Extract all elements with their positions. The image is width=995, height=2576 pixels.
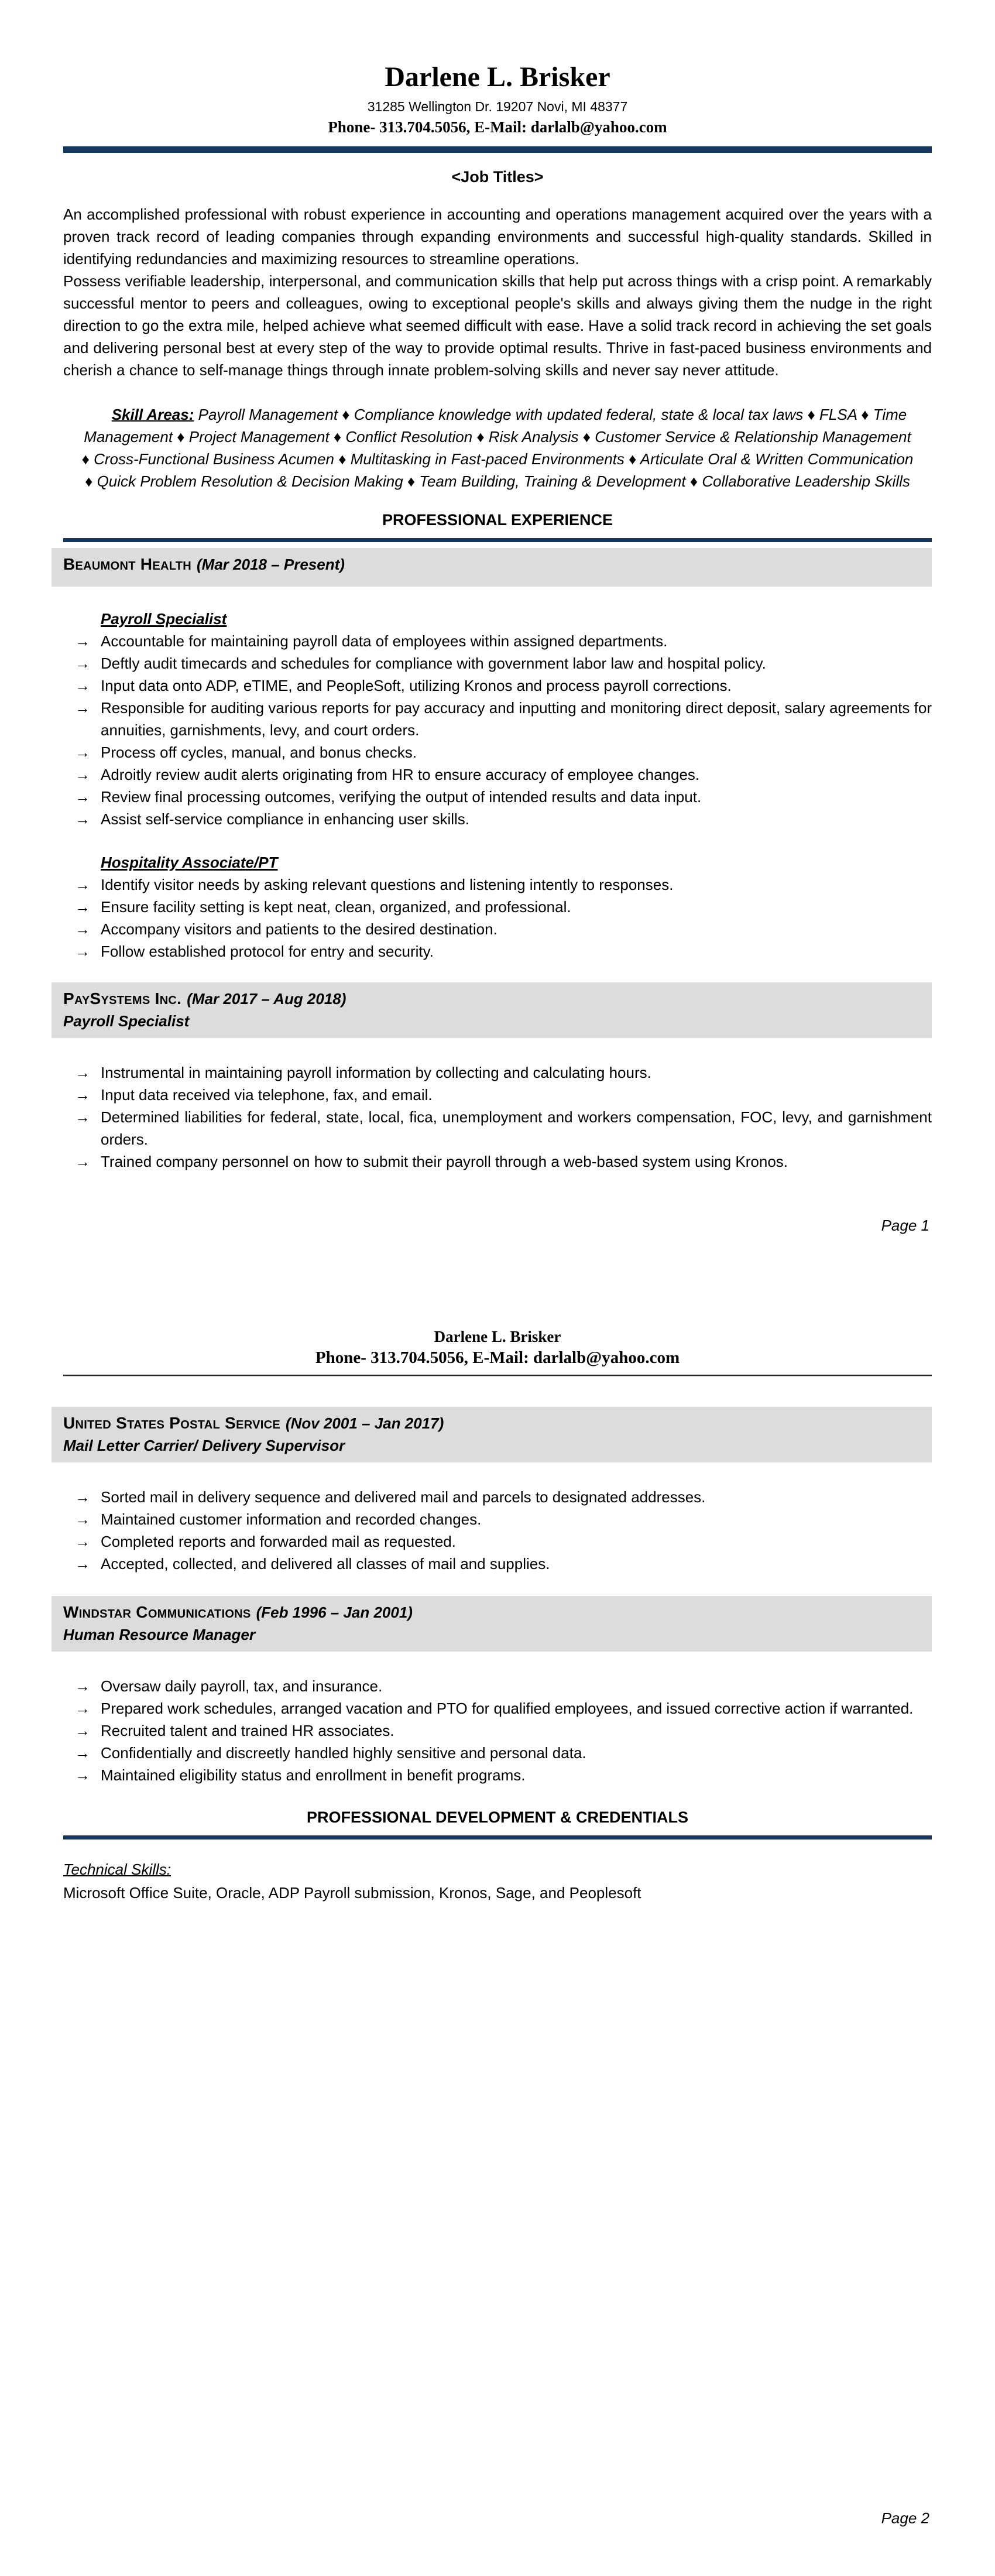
summary-section (63, 203, 932, 381)
arrow-bullet-icon: → (75, 699, 90, 717)
arrow-bullet-icon: → (75, 1766, 90, 1784)
bullet-text: Responsible for auditing various reports for pay accuracy and inputting and monitoring direct deposit, salary agreements for annuities, garnishments, levy, and court orders. (101, 699, 932, 739)
bullet-item (63, 697, 932, 741)
bullet-list-paysystems (63, 1061, 932, 1173)
arrow-bullet-icon: → (75, 1555, 90, 1573)
arrow-bullet-icon: → (75, 632, 90, 650)
arrow-bullet-icon: → (75, 1510, 90, 1528)
bullet-item (63, 1675, 932, 1697)
bullet-text: Trained company personnel on how to submit their payroll through a web-based system using Kronos. (101, 1153, 788, 1170)
bullet-text: Oversaw daily payroll, tax, and insurance. (101, 1677, 383, 1695)
company-dates: (Mar 2017 – Aug 2018) (187, 990, 346, 1008)
bullet-item (63, 1508, 932, 1530)
bullet-item (63, 786, 932, 808)
candidate-name: Darlene L. Brisker (434, 1328, 561, 1345)
company-name: Windstar Communications (63, 1603, 251, 1621)
arrow-bullet-icon: → (75, 1744, 90, 1762)
bullet-text: Follow established protocol for entry and security. (101, 943, 434, 960)
page-number-2: Page 2 (881, 2509, 929, 2527)
arrow-bullet-icon: → (75, 788, 90, 806)
header-rule (63, 146, 932, 153)
bullet-text: Ensure facility setting is kept neat, clean, organized, and professional. (101, 898, 571, 916)
arrow-bullet-icon: → (75, 1488, 90, 1506)
bullet-item (63, 674, 932, 697)
bullet-list-windstar (63, 1675, 932, 1786)
bullet-list-beaumont-payroll (63, 630, 932, 830)
bullet-item (63, 1061, 932, 1084)
company-bar-windstar (52, 1596, 932, 1652)
technical-skills-text: Microsoft Office Suite, Oracle, ADP Payroll submission, Kronos, Sage, and Peoplesoft (63, 1884, 641, 1902)
company-dates: (Feb 1996 – Jan 2001) (256, 1604, 413, 1621)
bullet-text: Determined liabilities for federal, state, local, fica, unemployment and workers compensation, FOC, levy, and garnishment orders. (101, 1108, 932, 1148)
summary-paragraph-1: An accomplished professional with robust experience in accounting and operations management acquired over the years with a proven track record of leading companies through expanding environments and successful high-quality standards. Skilled in identifying redundancies and maximizing resources to streamline operations. (63, 205, 932, 268)
arrow-bullet-icon: → (75, 1064, 90, 1081)
bullet-item (63, 652, 932, 674)
arrow-bullet-icon: → (75, 744, 90, 761)
company-name: United States Postal Service (63, 1414, 280, 1432)
company-line (63, 1601, 928, 1623)
role-title-paysystems: Payroll Specialist (63, 1012, 190, 1030)
company-dates: (Mar 2018 – Present) (197, 556, 345, 573)
bullet-item (63, 1764, 932, 1786)
bullet-text: Input data onto ADP, eTIME, and PeopleSoft, utilizing Kronos and process payroll corrections. (101, 677, 732, 694)
bullet-list-beaumont-hospitality (63, 873, 932, 962)
arrow-bullet-icon: → (75, 898, 90, 916)
bullet-text: Accepted, collected, and delivered all classes of mail and supplies. (101, 1555, 550, 1573)
skill-areas-text: Payroll Management ♦ Compliance knowledge with updated federal, state & local tax laws ♦ FLSA ♦ Time Management ♦ Project Management ♦ Conflict Resolution ♦ Risk Analysis ♦ Customer Service & Relationship Management ♦ Cross-Functional Business Acumen ♦ Multitasking in Fast-paced Environments ♦ Articulate Oral & Written Communication ♦ Quick Problem Resolution & Decision Making ♦ Team Building, Training & Development ♦ Collaborative Leadership Skills (81, 406, 914, 490)
page-number-1: Page 1 (881, 1217, 929, 1234)
bullet-text: Prepared work schedules, arranged vacation and PTO for qualified employees, and issued corrective action if warranted. (101, 1700, 914, 1717)
bullet-item (63, 896, 932, 918)
company-bar-beaumont (52, 548, 932, 587)
bullet-item (63, 763, 932, 786)
bullet-text: Maintained eligibility status and enrollment in benefit programs. (101, 1766, 526, 1784)
bullet-text: Instrumental in maintaining payroll information by collecting and calculating hours. (101, 1064, 651, 1081)
arrow-bullet-icon: → (75, 1086, 90, 1104)
technical-skills-block (63, 1839, 932, 1904)
bullet-text: Deftly audit timecards and schedules for compliance with government labor law and hospital policy. (101, 655, 766, 672)
candidate-name: Darlene L. Brisker (385, 61, 610, 93)
bullet-text: Process off cycles, manual, and bonus checks. (101, 744, 417, 761)
company-line (63, 988, 928, 1010)
development-heading: PROFESSIONAL DEVELOPMENT & CREDENTIALS (306, 1808, 689, 1826)
contact-line: Phone- 313.704.5056, E-Mail: darlalb@yahoo.com (328, 118, 667, 136)
bullet-item (63, 940, 932, 962)
bullet-item (63, 1697, 932, 1719)
bullet-list-usps (63, 1486, 932, 1575)
bullet-text: Assist self-service compliance in enhancing user skills. (101, 810, 470, 828)
contact-line: Phone- 313.704.5056, E-Mail: darlalb@yahoo.com (315, 1348, 680, 1367)
bullet-text: Adroitly review audit alerts originating from HR to ensure accuracy of employee changes. (101, 766, 700, 783)
arrow-bullet-icon: → (75, 943, 90, 960)
bullet-text: Identify visitor needs by asking relevant questions and listening intently to responses. (101, 876, 674, 893)
resume-page-2 (0, 1288, 995, 2576)
bullet-text: Completed reports and forwarded mail as requested. (101, 1533, 456, 1550)
page2-header-rule (63, 1375, 932, 1376)
bullet-item (63, 873, 932, 896)
company-line (63, 1412, 928, 1434)
role-title-usps: Mail Letter Carrier/ Delivery Supervisor (63, 1437, 345, 1454)
experience-heading: PROFESSIONAL EXPERIENCE (382, 511, 613, 529)
arrow-bullet-icon: → (75, 1153, 90, 1170)
technical-skills-label: Technical Skills: (63, 1861, 171, 1878)
summary-paragraph-2: Possess verifiable leadership, interpersonal, and communication skills that help put across things with a crisp point. A remarkably successful mentor to peers and colleagues, owing to exceptional people's skills and always giving them the nudge in the right direction to go the extra mile, helped achieve what seemed difficult with ease. Have a solid track record in achieving the set goals and delivering personal best at every step of the way to provide optimal results. Thrive in fast-paced business environments and cherish a chance to self-manage things through innate problem-solving skills and never say never attitude. (63, 272, 932, 379)
skill-areas (80, 403, 915, 492)
bullet-item (63, 1486, 932, 1508)
page1-header (63, 0, 932, 137)
development-rule (63, 1835, 932, 1839)
bullet-text: Review final processing outcomes, verifying the output of intended results and data input. (101, 788, 702, 806)
arrow-bullet-icon: → (75, 1533, 90, 1550)
company-bar-usps (52, 1407, 932, 1462)
company-dates: (Nov 2001 – Jan 2017) (285, 1414, 444, 1432)
company-bar-paysystems (52, 982, 932, 1038)
role-title-windstar: Human Resource Manager (63, 1626, 255, 1643)
bullet-item (63, 741, 932, 763)
company-name: PaySystems Inc. (63, 989, 182, 1008)
bullet-item (63, 1150, 932, 1173)
bullet-item (63, 630, 932, 652)
bullet-item (63, 1530, 932, 1553)
experience-rule (63, 538, 932, 542)
arrow-bullet-icon: → (75, 876, 90, 893)
bullet-text: Accountable for maintaining payroll data of employees within assigned departments. (101, 632, 668, 650)
bullet-item (63, 918, 932, 940)
bullet-item (63, 1106, 932, 1150)
bullet-text: Maintained customer information and recorded changes. (101, 1510, 482, 1528)
page2-header (63, 1288, 932, 1368)
arrow-bullet-icon: → (75, 810, 90, 828)
arrow-bullet-icon: → (75, 766, 90, 783)
bullet-item (63, 1553, 932, 1575)
arrow-bullet-icon: → (75, 1722, 90, 1739)
arrow-bullet-icon: → (75, 1700, 90, 1717)
company-name: Beaumont Health (63, 555, 191, 573)
bullet-text: Input data received via telephone, fax, and email. (101, 1086, 433, 1104)
bullet-text: Confidentially and discreetly handled highly sensitive and personal data. (101, 1744, 586, 1762)
arrow-bullet-icon: → (75, 920, 90, 938)
arrow-bullet-icon: → (75, 677, 90, 694)
skill-areas-label: Skill Areas: (111, 406, 194, 423)
arrow-bullet-icon: → (75, 1677, 90, 1695)
bullet-item (63, 1719, 932, 1742)
role-title-payroll-specialist: Payroll Specialist (101, 610, 227, 628)
job-titles-heading: <Job Titles> (451, 168, 544, 186)
role-title-hospitality-associate: Hospitality Associate/PT (101, 854, 278, 871)
bullet-item (63, 1084, 932, 1106)
bullet-text: Accompany visitors and patients to the desired destination. (101, 920, 498, 938)
address-line: 31285 Wellington Dr. 19207 Novi, MI 48377 (367, 99, 628, 114)
arrow-bullet-icon: → (75, 1108, 90, 1126)
bullet-item (63, 808, 932, 830)
bullet-item (63, 1742, 932, 1764)
bullet-text: Recruited talent and trained HR associates. (101, 1722, 394, 1739)
arrow-bullet-icon: → (75, 655, 90, 672)
bullet-text: Sorted mail in delivery sequence and delivered mail and parcels to designated addresses. (101, 1488, 706, 1506)
